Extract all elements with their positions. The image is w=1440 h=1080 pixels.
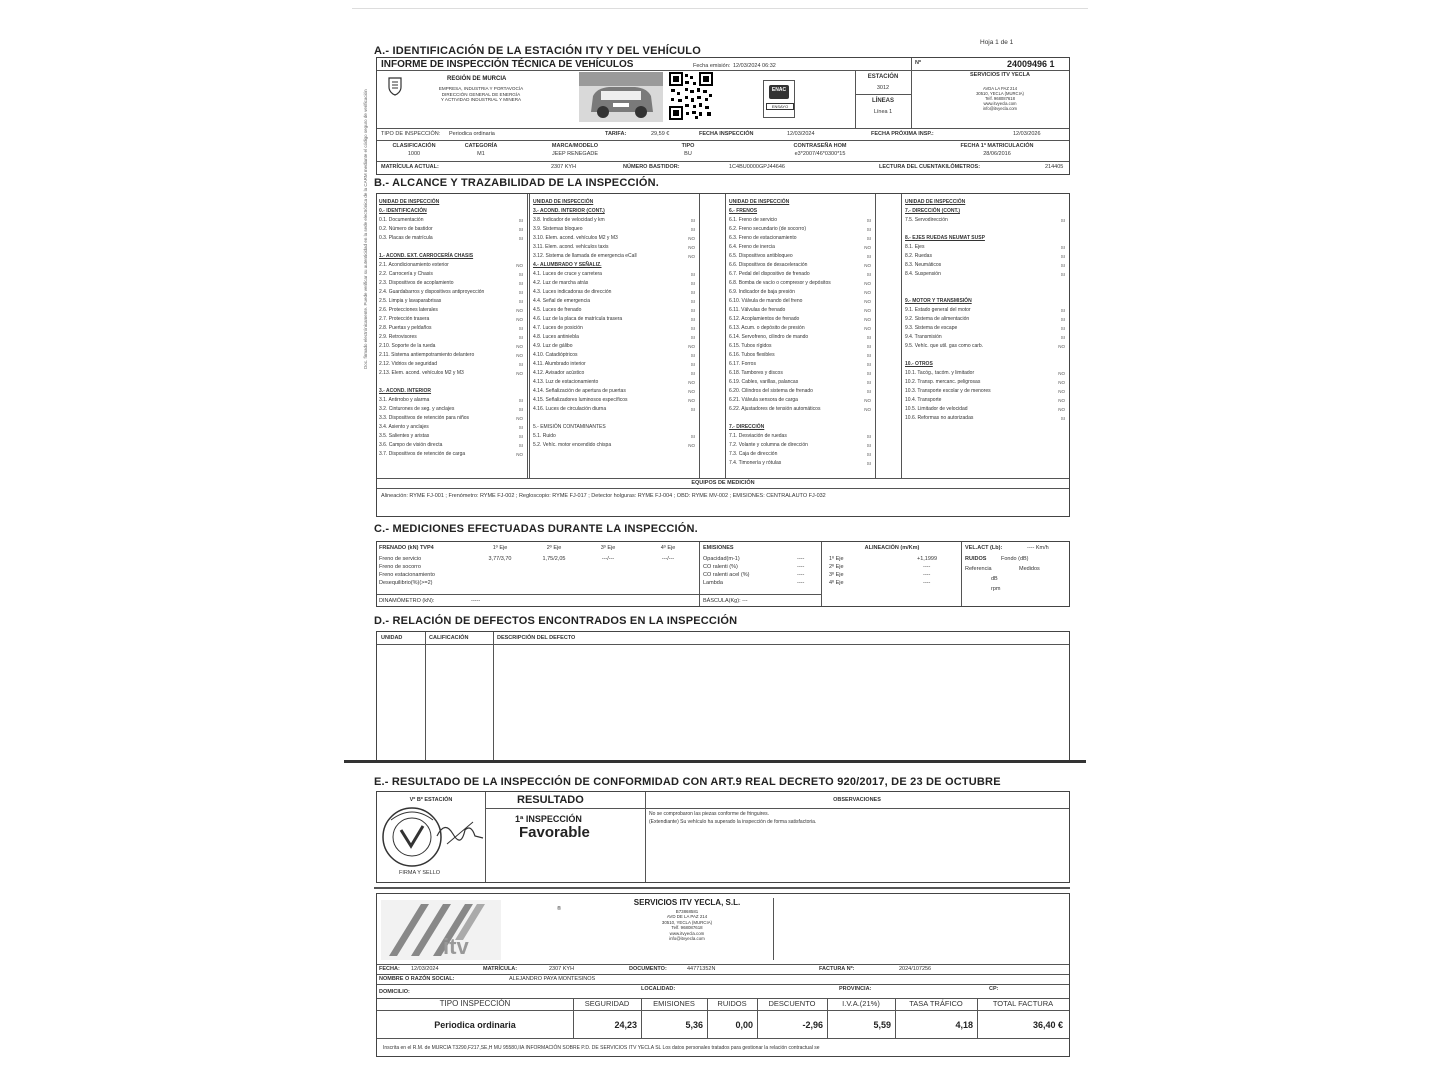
side-verification-note: Doc. firmado electrónicamente. Puede verificar su autenticidad en la sede electrónica de la CARM mediante el código seguro de verificación [363,89,368,369]
inspection-unit-item: 10.1. Tacóg., tacóm. y limitador NO [905,370,1065,376]
brakes-title: FRENADO (kN) TVP4 [379,545,434,551]
province-label: PROVINCIA: [839,986,872,992]
measurements-box [376,541,1070,607]
axle-3-header: 3º Eje [600,545,616,551]
approval-label: CONTRASEÑA HOM [793,143,847,149]
invoice-col-total: TOTAL FACTURA [992,999,1054,1008]
inspection-unit-item: 5.1. Ruido SI [533,433,695,439]
tariff-label: TARIFA: [605,131,627,137]
invoice-col-discount: DESCUENTO [768,999,816,1008]
invoice-doc-label: DOCUMENTO: [629,966,667,972]
inspection-unit-item: 3.6. Campo de visión directa SI [379,442,523,448]
inspection-unit-item: 6.1. Freno de servicio SI [729,217,871,223]
emission-lambda-value: ---- [797,580,805,586]
inspection-unit-item: 4.14. Señalización de apertura de puertas NO [533,388,695,394]
alignment-value-3: ---- [923,572,931,578]
noise-reference-label: Referencia [965,566,992,572]
invoice-noise-value: 0,00 [735,1020,753,1030]
group-heading: 3.- ACOND. INTERIOR (CONT.) [533,208,605,214]
axle-2-header: 2º Eje [546,545,562,551]
invoice-type-value: Periodica ordinaria [434,1020,516,1030]
inspection-unit-item: 3.1. Antirrobo y alarma SI [379,397,523,403]
alignment-value-1: +1,1999 [917,556,938,562]
inspection-unit-item: 9.2. Sistema de alimentación SI [905,316,1065,322]
invoice-traffic-fee-value: 4,18 [955,1020,973,1030]
alignment-axle-4: 4º Eje [829,580,844,586]
group-heading: 7.- DIRECCIÓN (CONT.) [905,208,960,214]
inspection-unit-item: 7.2. Volante y columna de dirección SI [729,442,871,448]
group-heading: 7.- DIRECCIÓN [729,424,765,430]
inspection-unit-item: 2.11. Sistema antiempotramiento delantero NO [379,352,523,358]
column-header: UNIDAD DE INSPECCIÓN [533,199,594,205]
inspection-unit-item: 2.7. Protección trasera NO [379,316,523,322]
inspection-unit-item: 3.12. Sistema de llamada de emergencia eCall NO [533,253,695,259]
equipment-title: EQUIPOS DE MEDICIÓN [691,480,755,486]
inspection-unit-item: 3.11. Elem. acond. vehículos taxis NO [533,244,695,250]
inspection-unit-item: 10.3. Transporte escolar y de menores NO [905,388,1065,394]
inspection-unit-item: 2.4. Guardabarros y dispositivos antiproyección SI [379,289,523,295]
inspection-unit-item: 6.8. Bomba de vacío o compresor y depósitos NO [729,280,871,286]
enac-label: ENAC [771,87,787,93]
alignment-title: ALINEACIÓN (m/Km) [864,545,920,551]
inspection-unit-item: 7.5. Servodirección SI [905,217,1065,223]
inspection-unit-item: 0.3. Placas de matrícula SI [379,235,523,241]
number-label: Nº [915,60,921,66]
inspection-unit-item: 8.2. Ruedas SI [905,253,1065,259]
invoice-col-traffic-fee: TASA TRÁFICO [909,999,963,1008]
inspection-unit-item [379,378,525,387]
inspection-unit-item: 3.2. Cinturones de seg. y anclajes SI [379,406,523,412]
lines-label: LÍNEAS [871,98,894,104]
vehicle-type-label: TIPO [681,143,695,149]
city-label: LOCALIDAD: [641,986,676,992]
inspection-unit-item: 4.12. Avisador acústico SI [533,370,695,376]
inspection-unit-item: 6.20. Cilindros del sistema de frenado SI [729,388,871,394]
observation-line-1: No se comprobaron las piezas conforme de fringuires. [649,811,770,817]
inspection-unit-item: 4.9. Luz de gálibo NO [533,343,695,349]
inspection-unit-item: 3.3. Dispositivos de retención para niños NO [379,415,523,421]
invoice-total-value: 36,40 € [1032,1020,1063,1030]
inspection-unit-item: 6.3. Freno de estacionamiento SI [729,235,871,241]
invoice-vat-value: 5,59 [873,1020,891,1030]
registered-mark: ® [557,906,562,912]
inspection-unit-item: 6.21. Válvula sensora de carga NO [729,397,871,403]
inspection-unit-item: 5.- EMISIÓN CONTAMINANTES [533,424,606,430]
registry-note: Inscrita en el R.M. de MURCIA T3290,F217,SE,H MU 95580,IIA INFORMACIÓN SOBRE P.D. DE SERVICIOS ITV YECLA SL Los datos personales tratados para gestionar la relación contractual se [383,1045,820,1051]
itv-logo-text: itv [443,934,469,959]
inspection-unit-item: 6.7. Pedal del dispositivo de frenado SI [729,271,871,277]
emissions-title: EMISIONES [703,545,734,551]
inspection-date: 12/03/2024 [787,131,815,137]
brake-row-parking: Freno estacionamiento [379,572,435,578]
section-c-heading: C.- MEDICIONES EFECTUADAS DURANTE LA INSPECCIÓN. [374,523,698,535]
inspection-unit-item: 9.4. Transmisión SI [905,334,1065,340]
scale-label: BÁSCULA(Kg): --- [703,598,748,604]
inspection-unit-item: 0.1. Documentación SI [379,217,523,223]
vehicle-identification-box [376,57,1070,175]
section-d-heading: D.- RELACIÓN DE DEFECTOS ENCONTRADOS EN LA INSPECCIÓN [374,615,738,627]
inspection-unit-item: 8.4. Suspensión SI [905,271,1065,277]
speed-value: ---- Km/h [1027,545,1049,551]
inspection-unit-item: 6.9. Indicador de baja presión NO [729,289,871,295]
issue-date-label: Fecha emisión: [693,63,731,69]
inspection-unit-item: 4.15. Señalizadores luminosos específicos NO [533,397,695,403]
result-box [376,791,1070,883]
inspection-unit-item: 4.4. Señal de emergencia SI [533,298,695,304]
signature-label: FIRMA Y SELLO [399,870,441,876]
axle-4-header: 4º Eje [660,545,676,551]
vehicle-type: BU [684,151,692,157]
inspection-unit-item: 2.1. Acondicionamiento exterior NO [379,262,523,268]
enac-sub-label: ENSAYO [766,103,794,110]
inspection-unit-item: 4.13. Luz de estacionamiento NO [533,379,695,385]
brand-model: JEEP RENEGADE [551,151,599,157]
axle-4-service-value: ---/--- [661,556,675,562]
inspection-unit-item: 10.4. Transporte NO [905,397,1065,403]
noise-rpm-unit: rpm [991,586,1001,592]
inspection-unit-item: 5.2. Vehíc. motor encendido chispa NO [533,442,695,448]
inspection-unit-item: 6.19. Cables, varillas, palancas SI [729,379,871,385]
inspection-unit-item: 10.6. Reformas no autorizadas SI [905,415,1065,421]
line-value: Línea 1 [873,109,893,115]
observations-col: OBSERVACIONES [833,797,881,803]
alignment-axle-2: 2º Eje [829,564,844,570]
column-header: UNIDAD DE INSPECCIÓN [905,199,966,205]
plate-label: MATRÍCULA ACTUAL: [381,164,439,170]
axle-2-service-value: 1,75/2,05 [542,556,566,562]
inspection-unit-item: 6.17. Forros SI [729,361,871,367]
enac-accreditation-badge [763,80,795,118]
region-name: REGIÓN DE MURCIA [447,76,507,82]
inspection-unit-item: 4.5. Luces de frenado SI [533,307,695,313]
group-heading: 0.- IDENTIFICACIÓN [379,208,427,214]
inspection-unit-item [905,279,1067,288]
column-header: UNIDAD DE INSPECCIÓN [379,199,440,205]
invoice-discount-value: -2,96 [802,1020,823,1030]
invoice-date-label: FECHA: [379,966,400,972]
station-approval-col: Vº Bº ESTACIÓN [409,797,453,803]
invoice-company-address: B73868581 AVD DE LA PAZ 214 30510, YECLA (MURCIA) Telf. 968087618 www.itvyecla.com info@itvyecla.com [661,909,713,942]
axle-3-service-value: ---/--- [601,556,615,562]
inspection-unit-item: 2.3. Dispositivos de acoplamiento SI [379,280,523,286]
invoice-safety-value: 24,23 [614,1020,637,1030]
inspection-unit-item: 2.2. Carrocería y Chasis SI [379,271,523,277]
invoice-emissions-value: 5,36 [685,1020,703,1030]
section-b-heading: B.- ALCANCE Y TRAZABILIDAD DE LA INSPECCIÓN. [374,177,660,189]
inspection-scope-box [376,193,1070,517]
operator-address: AVDA LA PAZ 214 30510, YECLA (MURCIA) Telf. 968087618 www.itvyecla.com info@itvyecla.com [976,86,1024,111]
inspection-unit-item [905,288,1067,297]
equipment-list: Alineación: RYME FJ-001 ; Frenómetro: RYME FJ-002 ; Regloscopio: RYME FJ-017 ; Detector holguras: RYME FJ-004 ; OBD: RYME MV-002 ; EMISIONES: CENTRALAUTO FJ-032 [381,493,826,499]
invoice-plate: 2307 KYH [549,966,575,972]
invoice-col-vat: I.V.A.(21%) [842,999,880,1008]
inspection-unit-item: 2.10. Soporte de la rueda NO [379,343,523,349]
category: M1 [477,151,485,157]
brake-row-imbalance: Desequilibrio(%)(>=2) [379,580,433,586]
axle-1-service-value: 3,77/3,70 [488,556,512,562]
group-heading: 9.- MOTOR Y TRANSMISIÓN [905,298,972,304]
emission-co-accel-label: CO ralenti acel (%) [703,572,750,578]
inspection-unit-item: 6.11. Válvulas de frenado NO [729,307,871,313]
inspection-unit-item: 6.16. Tubos flexibles SI [729,352,871,358]
group-heading: 8.- EJES RUEDAS NEUMAT SUSP [905,235,985,241]
group-heading: 6.- FRENOS [729,208,758,214]
inspection-number: 1ª INSPECCIÓN [515,814,582,824]
inspection-unit-item: 9.5. Vehíc. que util. gas como carb. NO [905,343,1065,349]
inspection-unit-item: 4.8. Luces antiniebla SI [533,334,695,340]
scope-column-2 [533,198,697,450]
operator-name: SERVICIOS ITV YECLA [969,72,1030,78]
issue-date: 12/03/2024 06:32 [733,63,776,69]
sheet-number: Hoja 1 de 1 [980,39,1014,46]
vin-label: NÚMERO BASTIDOR: [623,164,680,170]
defect-rating-col: CALIFICACIÓN [429,635,469,641]
next-inspection-date: 12/03/2026 [1013,131,1041,137]
classification: 1000 [407,151,421,157]
invoice-doc: 44771352N [687,966,716,972]
approval-number: e3*2007/46*0300*15 [794,151,846,157]
inspection-unit-item: 3.8. Indicador de velocidad y km SI [533,217,695,223]
inspection-unit-item: 6.5. Dispositivos antibloqueo SI [729,253,871,259]
vin-number: 1C4BU0000GPJ44646 [729,164,785,170]
defects-box [376,631,1070,761]
report-title: INFORME DE INSPECCIÓN TÉCNICA DE VEHÍCULOS [381,59,634,70]
odometer-reading: 214405 [1045,164,1064,170]
inspection-unit-item: 9.1. Estado general del motor SI [905,307,1065,313]
region-crest-icon [387,76,403,96]
defect-description-col: DESCRIPCIÓN DEL DEFECTO [497,635,576,641]
emission-co-label: CO ralenti (%) [703,564,738,570]
inspection-unit-item: 10.2. Transp. mercanc. peligrosas NO [905,379,1065,385]
inspection-unit-item [379,243,525,252]
emission-opacity-label: Opacidad(m-1) [703,556,740,562]
inspection-unit-item: 3.9. Sistemas bloqueo SI [533,226,695,232]
inspection-type-label: TIPO DE INSPECCIÓN: [381,131,441,137]
scope-column-3 [729,198,873,468]
inspection-unit-item: 6.12. Acoplamientos de frenado NO [729,316,871,322]
section-a-heading: A.- IDENTIFICACIÓN DE LA ESTACIÓN ITV Y DEL VEHÍCULO [374,45,701,57]
inspection-unit-item: 4.11. Alumbrado interior SI [533,361,695,367]
section-e-heading: E.- RESULTADO DE LA INSPECCIÓN DE CONFORMIDAD CON ART.9 REAL DECRETO 920/2017, DE 23 DE OCTUBRE [374,776,1001,788]
group-heading: 10.- OTROS [905,361,933,367]
inspection-unit-item: 3.10. Elem. acond. vehículos M2 y M3 NO [533,235,695,241]
invoice-top-rule [374,887,1070,889]
inspection-unit-item: 9.3. Sistema de escape SI [905,325,1065,331]
inspection-unit-item: 6.22. Ajustadores de tensión automáticos NO [729,406,871,412]
column-header: UNIDAD DE INSPECCIÓN [729,199,790,205]
dynamometer-value: ----- [471,598,481,604]
brand-label: MARCA/MODELO [551,143,599,149]
itv-logo-icon [381,900,501,960]
inspection-unit-item: 2.6. Protecciones laterales NO [379,307,523,313]
inspection-unit-item: 7.1. Desviación de ruedas SI [729,433,871,439]
invoice-plate-label: MATRÍCULA: [483,966,518,972]
inspection-unit-item: 8.3. Neumáticos SI [905,262,1065,268]
inspection-unit-item: 7.4. Timonería y rótulas SI [729,460,871,466]
inspection-unit-item: 3.5. Salientes y aristas SI [379,433,523,439]
invoice-col-noise: RUIDOS [717,999,747,1008]
noise-measured-label: Medidos [1019,566,1040,572]
document-page [352,8,1088,1073]
scope-column-1 [379,198,525,459]
speed-label: VEL.ACT (Lb): [965,545,1003,551]
brake-row-service: Freno de servicio [379,556,422,562]
invoice-company: SERVICIOS ITV YECLA, S.L. [633,898,741,907]
group-heading: 3.- ACOND. INTERIOR [379,388,432,394]
next-inspection-label: FECHA PRÓXIMA INSP.: [871,131,934,137]
inspection-unit-item: 2.9. Retrovisores SI [379,334,523,340]
classification-label: CLASIFICACIÓN [392,143,436,149]
customer-name-label: NOMBRE O RAZÓN SOCIAL: [379,976,455,982]
postal-code-label: CP: [989,986,999,992]
vehicle-photo [579,72,663,122]
alignment-value-4: ---- [923,580,931,586]
inspection-unit-item: 4.1. Luces de cruce y carretera SI [533,271,695,277]
inspection-unit-item: 6.2. Freno secundario (de socorro) SI [729,226,871,232]
inspection-unit-item: 6.4. Freno de inercia NO [729,244,871,250]
inspection-unit-item: 7.3. Caja de dirección SI [729,451,871,457]
brake-row-emergency: Freno de socorro [379,564,421,570]
invoice-col-type: TIPO INSPECCIÓN [439,999,511,1008]
group-heading: 1.- ACOND. EXT. CARROCERÍA CHASIS [379,253,474,259]
inspection-unit-item: 4.16. Luces de circulación diurna SI [533,406,695,412]
inspection-unit-item: 4.7. Luces de posición SI [533,325,695,331]
noise-db-unit: dB [991,576,998,582]
inspection-unit-item: 6.10. Válvula de mando del freno NO [729,298,871,304]
defect-unit-col: UNIDAD [381,635,403,641]
scope-column-4 [905,198,1067,423]
inspection-unit-item: 4.3. Luces indicadoras de dirección SI [533,289,695,295]
alignment-value-2: ---- [923,564,931,570]
inspection-unit-item: 2.8. Puertas y peldaños SI [379,325,523,331]
axle-1-header: 1º Eje [492,545,508,551]
group-heading: 4.- ALUMBRADO Y SEÑALIZ. [533,262,602,268]
inspection-unit-item: 4.2. Luz de marcha atrás SI [533,280,695,286]
inspection-unit-item: 2.5. Limpia y lavaparabrisas SI [379,298,523,304]
customer-name: ALEJANDRO PAYA MONTESINOS [509,976,596,982]
inspection-unit-item [729,414,873,423]
invoice-col-emissions: EMISIONES [653,999,695,1008]
invoice-date: 12/03/2024 [411,966,439,972]
emission-opacity-value: ---- [797,556,805,562]
station-code: 3012 [876,85,890,91]
report-number: 24009496 1 [1007,59,1055,69]
inspection-unit-item: 4.6. Luz de la placa de matrícula trasera SI [533,316,695,322]
result-col: RESULTADO [517,794,584,806]
first-registration-date: 28/06/2016 [983,151,1011,157]
signature-icon [435,816,485,852]
emission-co-value: ---- [797,564,805,570]
inspection-unit-item: 2.13. Elem. acond. vehículos M2 y M3 NO [379,370,523,376]
alignment-axle-3: 3º Eje [829,572,844,578]
inspection-type: Periodica ordinaria [449,131,495,137]
qr-code-icon [669,72,713,120]
emission-co-accel-value: ---- [797,572,805,578]
observation-line-2: (Extendiante) Su vehículo ha superado la inspección de forma satisfactoria. [649,819,817,825]
address-label: DOMICILIO: [379,989,410,995]
plate-number: 2307 KYH [551,164,577,170]
invoice-number-label: FACTURA Nº: [819,966,855,972]
inspection-result: Favorable [519,824,590,841]
group-heading [533,414,697,423]
inspection-unit-item: 6.6. Dispositivos de desaceleración NO [729,262,871,268]
inspection-unit-item [905,351,1067,360]
tariff: 29,59 € [651,131,670,137]
invoice-box [376,893,1070,1057]
inspection-unit-item: 3.7. Dispositivos de retención de carga NO [379,451,523,457]
inspection-unit-item [905,225,1067,234]
inspection-date-label: FECHA INSPECCIÓN [699,131,754,137]
category-label: CATEGORÍA [464,143,498,149]
first-registration-label: FECHA 1ª MATRICULACIÓN [960,143,1034,149]
inspection-unit-item: 3.4. Asiento y anclajes SI [379,424,523,430]
emission-lambda-label: Lambda [703,580,723,586]
alignment-axle-1: 1º Eje [829,556,844,562]
inspection-unit-item: 2.12. Vidrios de seguridad SI [379,361,523,367]
inspection-unit-item: 6.18. Tambores y discos SI [729,370,871,376]
inspection-unit-item: 8.1. Ejes SI [905,244,1065,250]
ministry-text: EMPRESA, INDUSTRIA Y PORTAVOCÍA DIRECCIÓN GENERAL DE ENERGÍA Y ACTIVIDAD INDUSTRIAL Y MINERA [438,86,524,103]
invoice-col-safety: SEGURIDAD [584,999,630,1008]
noise-background: Fondo (dB) [1001,556,1029,562]
inspection-unit-item: 6.14. Servofreno, cilindro de mando SI [729,334,871,340]
station-label: ESTACIÓN [867,74,899,80]
inspection-unit-item: 6.13. Acum. o depósito de presión NO [729,325,871,331]
inspection-unit-item: 6.15. Tubos rígidos SI [729,343,871,349]
inspection-unit-item: 0.2. Número de bastidor SI [379,226,523,232]
odometer-label: LECTURA DEL CUENTAKILÓMETROS: [879,164,981,170]
invoice-number: 2024/107256 [899,966,932,972]
noise-label: RUIDOS [965,556,987,562]
dynamometer-label: DINAMÓMETRO (kN): [379,598,435,604]
inspection-unit-item: 10.5. Limitador de velocidad NO [905,406,1065,412]
page-divider [344,760,1086,763]
inspection-unit-item: 4.10. Catadióptricos SI [533,352,695,358]
station-stamp-icon [381,806,443,868]
